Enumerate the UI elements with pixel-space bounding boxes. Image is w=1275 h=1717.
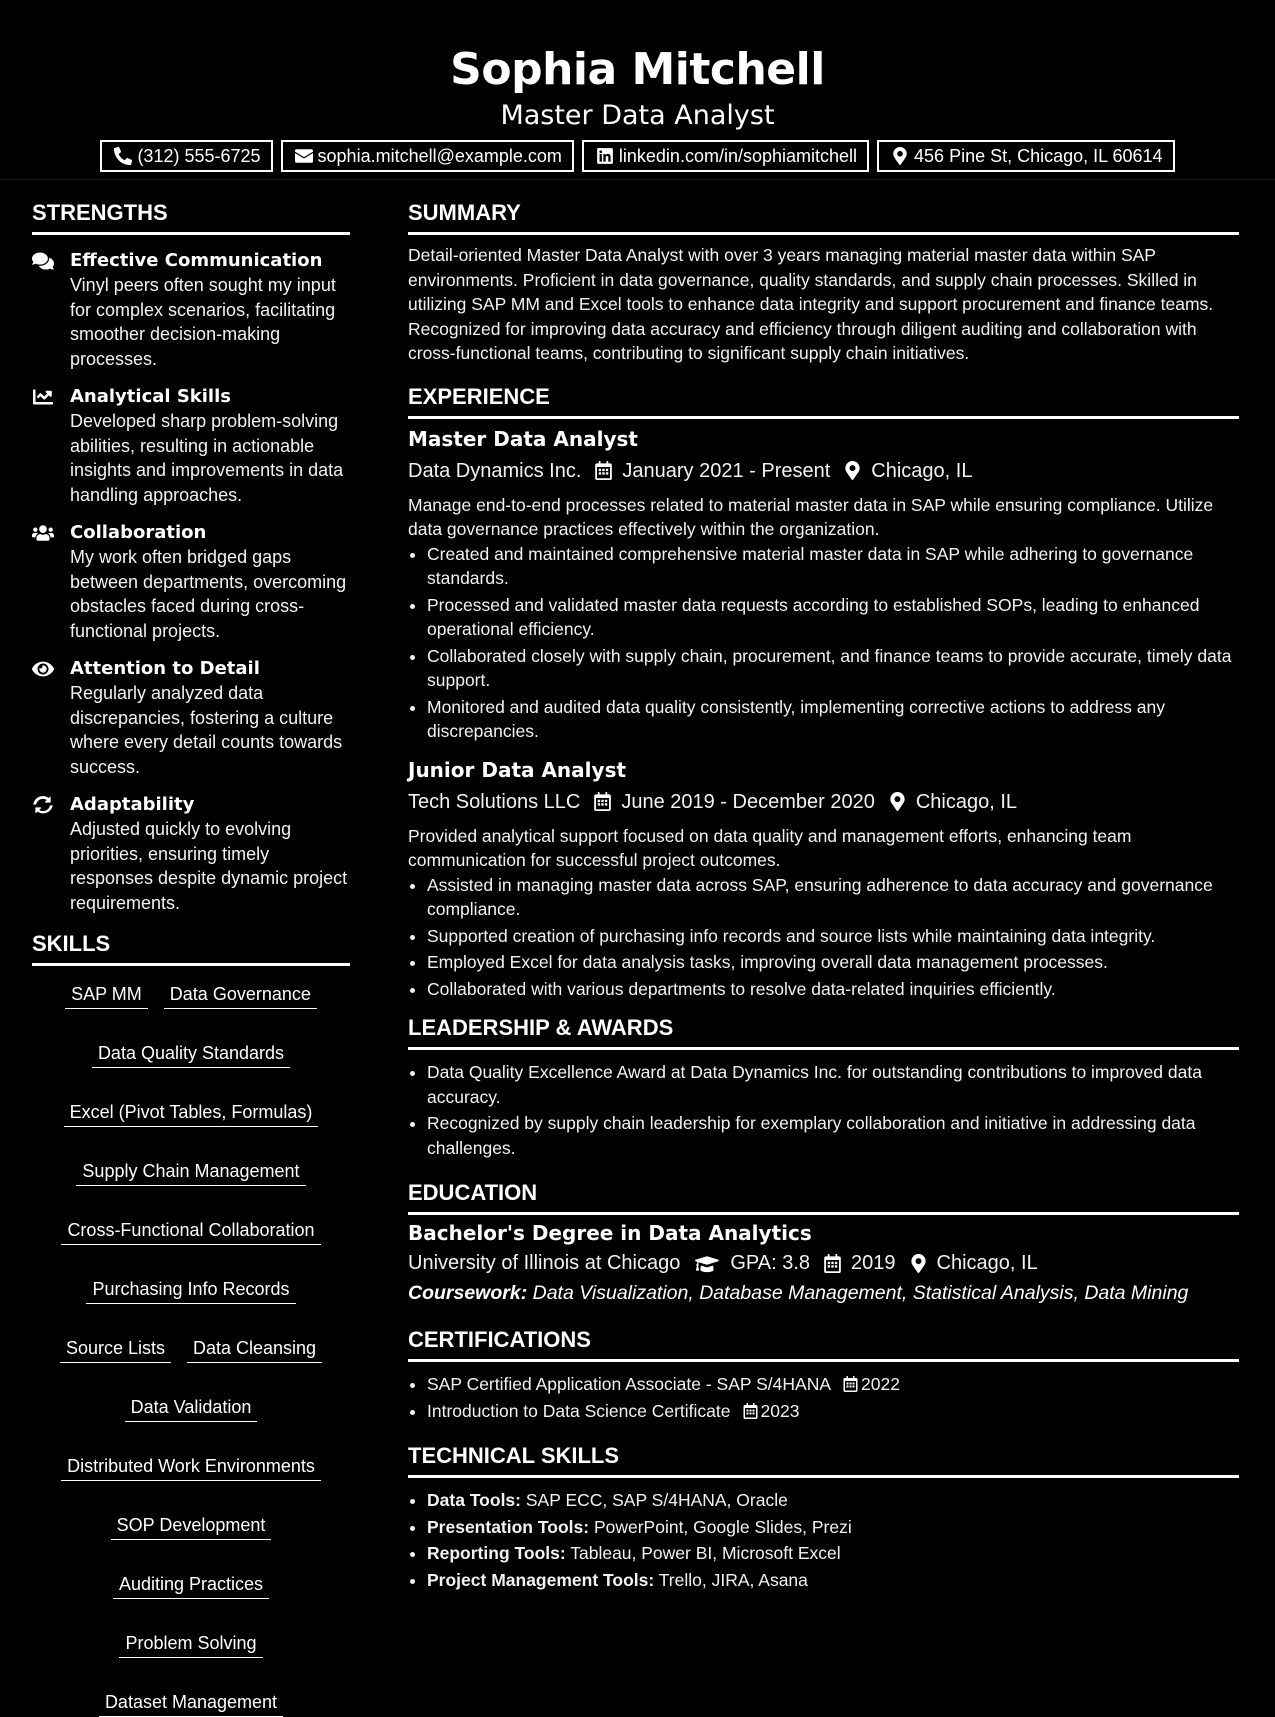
strength-desc: Regularly analyzed data discrepancies, fostering a culture where every detail counts towards success. [70,683,343,777]
job-bullet: • Collaborated with various departments to resolve data-related inquiries efficiently. [427,977,1239,1002]
skill-tag: Data Governance [164,982,317,1009]
degree-title: Bachelor's Degree in Data Analytics [408,1221,812,1245]
skill-tag: Supply Chain Management [76,1159,305,1186]
address-text: 456 Pine St, Chicago, IL 60614 [914,145,1163,166]
contact-bar [0,140,1275,172]
leadership-heading: LEADERSHIP & AWARDS [408,1013,1239,1050]
award-item: • Recognized by supply chain leadership for exemplary collaboration and initiative in addressing data challenges. [427,1111,1239,1160]
certification-item [427,1372,1239,1397]
right-column [408,198,1239,1594]
certification-name: Introduction to Data Science Certificate [427,1400,731,1421]
job-title: Master Data Analyst [408,426,638,451]
strength-title: Analytical Skills [70,386,231,407]
strength-title: Adaptability [70,794,195,815]
job-location: Chicago, IL [915,790,1017,813]
certification-name: SAP Certified Application Associate - SAP S/4HANA [427,1374,832,1394]
certification-year: 2023 [760,1400,800,1421]
education-entry [408,1219,1239,1307]
candidate-name: Sophia Mitchell [450,44,825,95]
strength-item [32,249,350,371]
skill-tag: Data Cleansing [187,1336,322,1363]
skill-tag: Distributed Work Environments [61,1454,321,1481]
skill-tag: Data Quality Standards [92,1041,290,1068]
strength-item [32,793,350,915]
skill-tag: Auditing Practices [113,1572,269,1599]
gpa-text: GPA: 3.8 [730,1252,811,1274]
summary-text: Detail-oriented Master Data Analyst with over 3 years managing material master data within SAP environments. Proficient in data governance, quality standards, and supply chain processes. Skilled in utilizing SAP MM and Excel tools to enhance data integrity and support procurement and finance teams. Recognized for improving data accuracy and efficiency through diligent auditing and collaboration with cross-functional teams, contributing to significant supply chain initiatives. [408,245,1214,363]
job-bullet: • Supported creation of purchasing info records and source lists while maintaining data integrity. [427,924,1239,949]
coursework-text: Data Visualization, Database Management, Statistical Analysis, Data Mining [532,1282,1189,1304]
map-marker-icon [891,147,909,165]
technical-skill-value: PowerPoint, Google Slides, Prezi [593,1516,852,1537]
technical-skill-value: Trello, JIRA, Asana [658,1569,808,1590]
phone-text: (312) 555-6725 [137,145,261,166]
contact-linkedin[interactable] [582,140,869,172]
technical-skill-item [427,1541,1239,1566]
skills-list [32,976,350,1717]
education-meta [408,1247,1239,1279]
leadership-list [408,1060,1239,1160]
calendar-icon [595,461,612,480]
strength-title: Effective Communication [70,250,323,271]
certifications-heading: CERTIFICATIONS [408,1325,1239,1362]
company-name: Data Dynamics Inc. [408,459,582,482]
job-bullets [408,542,1239,744]
job-bullet: • Created and maintained comprehensive material master data in SAP while adhering to governance standards. [427,542,1239,591]
technical-skill-value: SAP ECC, SAP S/4HANA, Oracle [525,1490,788,1510]
certifications-list [408,1372,1239,1423]
left-column [32,198,350,1717]
job-dates: January 2021 - Present [622,459,831,482]
skills-heading: SKILLS [32,929,350,966]
envelope-icon [295,147,313,165]
resume-header [0,0,1275,180]
sync-icon [32,793,70,915]
company-name: Tech Solutions LLC [408,790,581,813]
comments-icon [32,249,70,371]
graduation-year: 2019 [851,1252,896,1274]
strength-item [32,385,350,507]
job-location: Chicago, IL [871,459,973,482]
contact-phone[interactable] [100,140,272,172]
education-heading: EDUCATION [408,1178,1239,1215]
phone-icon [114,147,132,165]
skill-tag: Dataset Management [99,1690,283,1717]
strength-desc: Adjusted quickly to evolving priorities, ensuring timely responses despite dynamic project requirements. [70,819,348,913]
strengths-heading: STRENGTHS [32,198,350,235]
strength-desc: Vinyl peers often sought my input for complex scenarios, facilitating smoother decision-making processes. [70,275,336,369]
calendar-icon [594,792,611,811]
skill-tag: Purchasing Info Records [86,1277,295,1304]
job-title: Junior Data Analyst [408,757,627,782]
skill-tag: Source Lists [60,1336,171,1363]
contact-email[interactable] [281,140,574,172]
job-meta [408,455,1239,487]
coursework-label: Coursework: [408,1282,528,1304]
job-entry [408,425,1239,744]
skill-tag: Excel (Pivot Tables, Formulas) [64,1100,319,1127]
technical-skill-item [427,1515,1239,1540]
technical-skill-item [427,1568,1239,1593]
technical-skill-item [427,1488,1239,1513]
graduation-cap-icon [694,1254,720,1273]
skill-tag: SAP MM [65,982,148,1009]
linkedin-text: linkedin.com/in/sophiamitchell [618,145,858,166]
email-text: sophia.mitchell@example.com [317,145,562,166]
technical-skill-label: Data Tools: [427,1490,521,1510]
map-marker-icon [889,792,906,811]
job-entry [408,756,1239,1002]
candidate-title: Master Data Analyst [500,100,775,131]
calendar-icon [743,1403,758,1419]
summary-heading: SUMMARY [408,198,1239,235]
users-icon [32,521,70,643]
award-item: • Data Quality Excellence Award at Data Dynamics Inc. for outstanding contributions to improved data accuracy. [427,1060,1239,1109]
calendar-icon [824,1254,841,1273]
job-bullet: • Employed Excel for data analysis tasks, improving overall data management processes. [427,950,1239,975]
skill-tag: Data Validation [125,1395,258,1422]
calendar-icon [843,1376,858,1392]
strengths-list [32,245,350,915]
education-location: Chicago, IL [936,1252,1038,1274]
skill-tag: SOP Development [111,1513,272,1540]
contact-address[interactable] [877,140,1175,172]
job-bullet: • Monitored and audited data quality consistently, implementing corrective actions to address any discrepancies. [427,695,1239,744]
technical-skill-label: Reporting Tools: [427,1543,566,1563]
school-name: University of Illinois at Chicago [408,1252,681,1274]
strength-title: Collaboration [70,522,207,543]
job-bullet: • Processed and validated master data requests according to established SOPs, leading to enhanced operational efficiency. [427,593,1239,642]
experience-heading: EXPERIENCE [408,382,1239,419]
strength-desc: My work often bridged gaps between departments, overcoming obstacles faced during cross-functional projects. [70,547,347,641]
technical-skills-heading: TECHNICAL SKILLS [408,1441,1239,1478]
strength-item [32,521,350,643]
certification-year: 2022 [861,1374,900,1394]
experience-list [408,425,1239,1002]
job-dates: June 2019 - December 2020 [621,790,875,813]
strength-title: Attention to Detail [70,658,260,679]
job-description: Manage end-to-end processes related to material master data in SAP while ensuring compliance. Utilize data governance practices effectively within the organization. [408,494,1214,539]
strength-desc: Developed sharp problem-solving abilities, resulting in actionable insights and improvements in data handling approaches. [70,411,344,505]
technical-skill-label: Project Management Tools: [427,1569,655,1590]
job-meta [408,786,1239,818]
map-marker-icon [844,461,861,480]
linkedin-icon [596,147,614,165]
technical-skills-list [408,1488,1239,1592]
job-bullets [408,873,1239,1002]
job-bullet: • Assisted in managing master data across SAP, ensuring adherence to data accuracy and governance compliance. [427,873,1239,922]
eye-icon [32,657,70,779]
coursework [408,1279,1239,1307]
job-description: Provided analytical support focused on data quality and management efforts, enhancing team communication for successful project outcomes. [408,825,1132,870]
technical-skill-value: Tableau, Power BI, Microsoft Excel [570,1543,841,1563]
map-marker-icon [910,1254,927,1273]
job-bullet: • Collaborated closely with supply chain, procurement, and finance teams to provide accurate, timely data support. [427,644,1239,693]
chart-line-icon [32,385,70,507]
certification-item [427,1399,1239,1424]
technical-skill-label: Presentation Tools: [427,1516,590,1537]
skill-tag: Problem Solving [119,1631,262,1658]
strength-item [32,657,350,779]
skill-tag: Cross-Functional Collaboration [61,1218,320,1245]
